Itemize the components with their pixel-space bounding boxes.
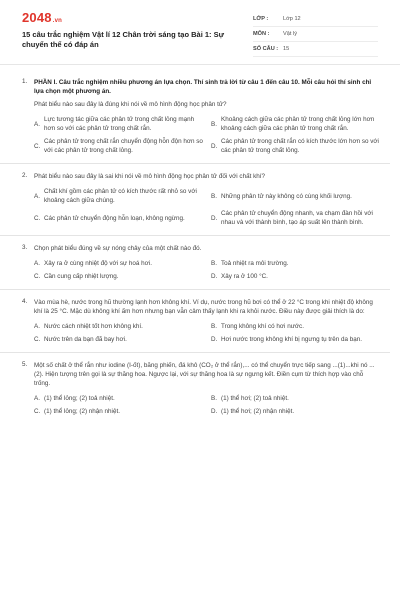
option-text: (1) thể lỏng; (2) nhận nhiệt. bbox=[44, 408, 120, 415]
option-b[interactable] bbox=[211, 187, 380, 205]
option-text: Xảy ra ở cùng nhiệt độ với sự hoá hơi. bbox=[44, 260, 152, 267]
option-letter: C. bbox=[34, 273, 41, 280]
option-text: Trong không khí có hơi nước. bbox=[221, 323, 304, 330]
divider bbox=[0, 163, 390, 164]
option-d[interactable] bbox=[211, 335, 380, 344]
option-letter: A. bbox=[34, 260, 40, 267]
question-list bbox=[22, 78, 380, 416]
option-text: Chất khí gồm các phân tử có kích thước rất nhỏ so với khoảng cách giữa chúng. bbox=[44, 188, 197, 204]
question-text: Phát biểu nào sau đây là đúng khi nói về mô hình động học phân tử? bbox=[34, 101, 227, 108]
option-letter: A. bbox=[34, 120, 40, 128]
meta-key: LỚP : bbox=[253, 16, 269, 22]
option-text: (1) thể hơi; (2) toả nhiệt. bbox=[221, 395, 289, 402]
option-c[interactable] bbox=[34, 407, 203, 416]
option-letter: D. bbox=[211, 336, 218, 343]
question-3 bbox=[22, 244, 380, 281]
logo-text: 2048 bbox=[22, 10, 52, 25]
question-5 bbox=[22, 361, 380, 416]
option-b[interactable] bbox=[211, 259, 380, 268]
option-letter: D. bbox=[211, 142, 218, 150]
meta-key: SỐ CÂU : bbox=[253, 46, 279, 52]
question-text: Chọn phát biểu đúng về sự nóng chảy của một chất nào đó. bbox=[34, 245, 202, 252]
page-header bbox=[0, 0, 400, 65]
divider bbox=[0, 289, 390, 290]
option-text: Toả nhiệt ra môi trường. bbox=[221, 260, 289, 267]
option-letter: B. bbox=[211, 260, 217, 267]
option-b[interactable] bbox=[211, 115, 380, 133]
answer-options bbox=[34, 187, 380, 227]
meta-value: Vật lý bbox=[283, 31, 297, 37]
answer-options bbox=[34, 322, 380, 344]
option-text: Các phân tử trong chất rắn có kích thước lớn hơn so với các phân tử trong chất lỏng. bbox=[221, 138, 379, 154]
option-c[interactable] bbox=[34, 137, 203, 155]
document-title: 15 câu trắc nghiệm Vật lí 12 Chân trời sáng tạo Bài 1: Sự chuyển thể có đáp án bbox=[22, 30, 225, 49]
option-a[interactable] bbox=[34, 259, 203, 268]
question-text: Phát biểu nào sau đây là sai khi nói về mô hình động học phân tử đối với chất khí? bbox=[34, 173, 265, 180]
option-d[interactable] bbox=[211, 272, 380, 281]
logo-suffix: .vn bbox=[52, 18, 63, 24]
option-text: Các phân tử chuyển động hỗn loạn, không ngừng. bbox=[44, 214, 185, 222]
option-text: Cần cung cấp nhiệt lượng. bbox=[44, 273, 119, 280]
divider bbox=[0, 235, 390, 236]
option-c[interactable] bbox=[34, 209, 203, 227]
meta-value: Lớp 12 bbox=[283, 16, 301, 22]
option-letter: D. bbox=[211, 408, 218, 415]
option-text: Hơi nước trong không khí bị ngưng tụ trên da bạn. bbox=[221, 336, 362, 343]
question-text: Một số chất ở thể rắn như iodine (I-ốt), băng phiến, đá khô (CO₂ ở thể rắn),... có thể chuyển trực tiếp sang ...(1)...khi nó ...(2). Hiện tượng trên gọi là sự thăng hoa. Ngược lại, với sự thăng hoa là sự ngưng kết. Điền cụm từ thích hợp vào chỗ trống. bbox=[34, 362, 375, 387]
option-b[interactable] bbox=[211, 322, 380, 331]
meta-row-count bbox=[253, 42, 378, 57]
option-letter: D. bbox=[211, 273, 218, 280]
option-text: Những phân tử này không có cùng khối lượng. bbox=[221, 192, 352, 200]
option-letter: C. bbox=[34, 336, 41, 343]
question-number: 1. bbox=[22, 78, 28, 85]
option-letter: B. bbox=[211, 192, 217, 200]
option-text: Khoảng cách giữa các phân tử trong chất lỏng lớn hơn khoảng cách giữa các phân tử trong chất rắn. bbox=[221, 116, 375, 132]
question-number: 5. bbox=[22, 361, 28, 368]
option-d[interactable] bbox=[211, 209, 380, 227]
answer-options bbox=[34, 394, 380, 416]
option-text: Lực tương tác giữa các phân tử trong chất lỏng mạnh hơn so với các phân tử trong chất rắn. bbox=[44, 116, 195, 132]
option-letter: A. bbox=[34, 323, 40, 330]
answer-options bbox=[34, 115, 380, 155]
option-text: Các phân tử trong chất rắn chuyển động hỗn độn hơn so với các phân tử trong chất lỏng. bbox=[44, 138, 203, 154]
document-meta bbox=[253, 12, 378, 57]
option-text: Nước cách nhiệt tốt hơn không khí. bbox=[44, 323, 143, 330]
question-1 bbox=[22, 78, 380, 155]
option-d[interactable] bbox=[211, 407, 380, 416]
option-text: (1) thể lỏng; (2) toả nhiệt. bbox=[44, 395, 115, 402]
option-letter: A. bbox=[34, 395, 40, 402]
option-letter: B. bbox=[211, 395, 217, 402]
option-letter: C. bbox=[34, 142, 41, 150]
option-text: Nước trên da bạn đã bay hơi. bbox=[44, 336, 127, 343]
question-2 bbox=[22, 172, 380, 227]
option-letter: C. bbox=[34, 408, 41, 415]
question-number: 3. bbox=[22, 244, 28, 251]
meta-row-class bbox=[253, 12, 378, 27]
site-logo[interactable] bbox=[22, 10, 62, 25]
option-a[interactable] bbox=[34, 394, 203, 403]
part-title: PHẦN I. Câu trắc nghiệm nhiều phương án lựa chọn. Thí sinh trả lời từ câu 1 đến câu 10. Mỗi câu hỏi thí sinh chỉ lựa chọn một phương án. bbox=[34, 79, 372, 95]
meta-key: MÔN : bbox=[253, 31, 270, 37]
meta-row-subject bbox=[253, 27, 378, 42]
option-letter: B. bbox=[211, 323, 217, 330]
question-number: 4. bbox=[22, 298, 28, 305]
option-text: (1) thể hơi; (2) nhận nhiệt. bbox=[221, 408, 295, 415]
option-letter: C. bbox=[34, 214, 41, 222]
question-4 bbox=[22, 298, 380, 344]
option-c[interactable] bbox=[34, 272, 203, 281]
question-number: 2. bbox=[22, 172, 28, 179]
option-b[interactable] bbox=[211, 394, 380, 403]
option-letter: D. bbox=[211, 214, 218, 222]
question-text: Vào mùa hè, nước trong hũ thường lạnh hơn không khí. Ví dụ, nước trong hũ bơi có thể ở 22 °C trong khi nhiệt độ không khí là 25 °C. Mặc dù không khí ấm hơn nhưng bạn vẫn cảm thấy lạnh khi ra khỏi nước. Điều này được giải thích là do: bbox=[34, 299, 373, 315]
answer-options bbox=[34, 259, 380, 281]
option-a[interactable] bbox=[34, 115, 203, 133]
option-a[interactable] bbox=[34, 322, 203, 331]
option-text: Xảy ra ở 100 °C. bbox=[221, 273, 268, 280]
option-a[interactable] bbox=[34, 187, 203, 205]
divider bbox=[0, 352, 390, 353]
meta-value: 15 bbox=[283, 46, 290, 52]
option-text: Các phân tử chuyển động nhanh, va chạm đàn hồi với nhau và với thành bình, tạo áp suất lên thành bình. bbox=[221, 210, 373, 226]
option-c[interactable] bbox=[34, 335, 203, 344]
option-letter: A. bbox=[34, 192, 40, 200]
option-letter: B. bbox=[211, 120, 217, 128]
option-d[interactable] bbox=[211, 137, 380, 155]
